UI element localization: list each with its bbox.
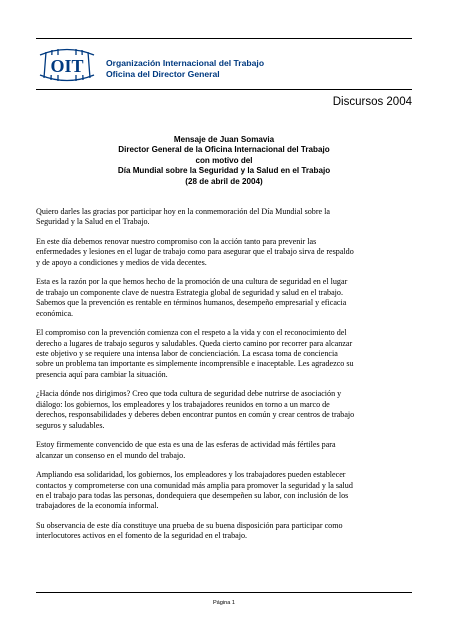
paragraph: Ampliando esa solidaridad, los gobiernos, los empleadores y los trabajadores pueden establecer contactos y comprometerse con una comunidad más amplia para promover la seguridad y la salud en el trabajo para todas las personas, dondequiera que desempeñen su labor, con inclusión de los trabajadores de la economía informal. [36, 470, 353, 511]
footer-rule [36, 592, 412, 593]
organization-heading [106, 58, 264, 80]
title-line: Día Mundial sobre la Seguridad y la Salud en el Trabajo [117, 166, 331, 176]
series-label: Discursos 2004 [332, 96, 412, 108]
paragraph: Esta es la razón por la que hemos hecho de la promoción de una cultura de seguridad en el lugar de trabajo un componente clave de nuestra Estrategia global de seguridad y salud en el trabajo. Sabemos que la prevención es rentable en términos humanos, desempeño empresarial y eficacia económica. [36, 277, 348, 318]
paragraph: Estoy firmemente convencido de que esta es una de las esferas de actividad más fértiles para alcanzar un consenso en el mundo del trabajo. [36, 440, 336, 460]
org-name: Organización Internacional del Trabajo [106, 58, 265, 68]
paragraph: Su observancia de este día constituye una prueba de su buena disposición para participar como interlocutores activos en el fomento de la seguridad en el trabajo. [36, 521, 343, 541]
speech-title [36, 135, 412, 187]
ilo-logo [36, 46, 98, 84]
header-rule [36, 89, 412, 90]
paragraph: ¿Hacia dónde nos dirigimos? Creo que toda cultura de seguridad debe nutrirse de asociación y diálogo: los gobiernos, los empleadores y los trabajadores reunidos en torno a un marco de derechos, responsabilidades y deberes deben encontrar puntos en común y crear centros de trabajo seguros y saludables. [36, 389, 355, 430]
paragraph: En este día debemos renovar nuestro compromiso con la acción tanto para prevenir las enfermedades y lesiones en el lugar de trabajo como para asegurar que el trabajo sirva de respaldo y de apoyo a condiciones y medios de vida decentes. [36, 237, 354, 267]
top-rule [36, 38, 412, 39]
speech-body [36, 207, 412, 551]
paragraph: El compromiso con la prevención comienza con el respeto a la vida y con el reconocimiento del derecho a lugares de trabajo seguros y saludables. Queda cierto camino por recorrer para alcanzar este objetivo y se requiere una intensa labor de concienciación. La escasa toma de conciencia sobre un problema tan importante es simplemente incomprensible e inaceptable. Les agradezco su presencia aquí para cambiar la situación. [36, 328, 354, 379]
paragraph: Quiero darles las gracias por participar hoy en la conmemoración del Día Mundial sobre la Seguridad y la Salud en el Trabajo. [36, 207, 330, 227]
logo-lettering: OIT [50, 56, 84, 76]
title-line: Mensaje de Juan Somavia [173, 135, 275, 144]
title-line: con motivo del [195, 155, 253, 165]
title-line: Director General de la Oficina Internacional del Trabajo [118, 145, 330, 155]
page-number: Página 1 [212, 600, 236, 606]
org-office: Oficina del Director General [106, 69, 220, 79]
title-line: (28 de abril de 2004) [185, 176, 263, 186]
